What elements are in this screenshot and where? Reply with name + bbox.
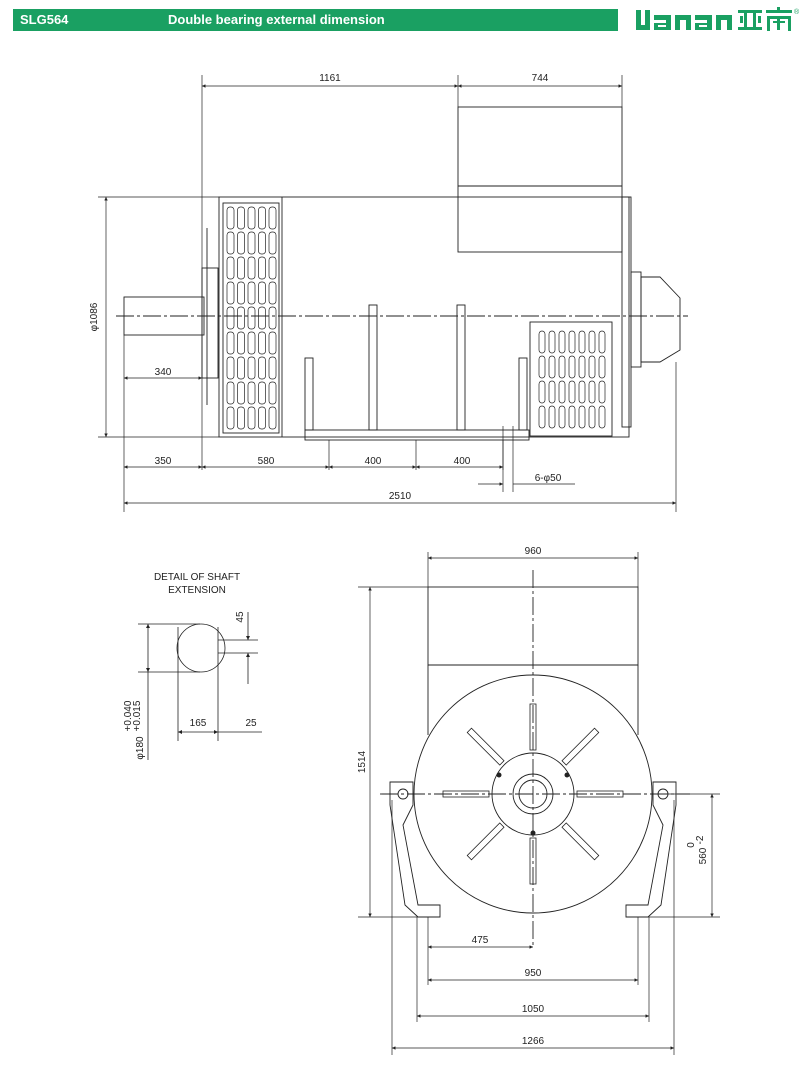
dim-475: 475 xyxy=(471,935,489,946)
dim-350: 350 xyxy=(154,456,172,467)
grille-slot xyxy=(569,381,575,403)
grille-slot xyxy=(579,381,585,403)
left-foot xyxy=(390,782,440,917)
grille-slot xyxy=(259,282,266,304)
grille-slot xyxy=(259,382,266,404)
dim-744: 744 xyxy=(531,73,549,84)
grille-slot xyxy=(559,381,565,403)
grille-slot xyxy=(269,357,276,379)
grille-slot xyxy=(269,282,276,304)
grille-slot xyxy=(559,406,565,428)
dim-mounting-holes: 6-φ50 xyxy=(534,473,562,484)
grille-slot xyxy=(248,207,255,229)
dim-960: 960 xyxy=(524,546,542,557)
grille-slot xyxy=(539,381,545,403)
grille-slot xyxy=(227,232,234,254)
terminal-box xyxy=(458,107,622,252)
grille-slot xyxy=(579,356,585,378)
grille-slot xyxy=(589,356,595,378)
grille-slot xyxy=(569,331,575,353)
grille-slots-right xyxy=(539,331,605,428)
grille-slot xyxy=(269,207,276,229)
grille-slot xyxy=(539,356,545,378)
grille-slot xyxy=(539,406,545,428)
dim-diameter-1086: φ1086 xyxy=(89,302,100,332)
grille-slot xyxy=(248,407,255,429)
spoke xyxy=(562,728,599,765)
dim-560: 560 xyxy=(698,847,709,865)
grille-slot xyxy=(248,332,255,354)
air-intake-grille xyxy=(223,203,279,433)
spoke xyxy=(562,823,599,860)
grille-slot xyxy=(227,357,234,379)
spoke xyxy=(467,728,504,765)
grille-slot xyxy=(238,382,245,404)
dim-25: 25 xyxy=(245,718,257,729)
shaft-detail xyxy=(123,572,262,760)
grille-slot xyxy=(579,406,585,428)
grille-slot xyxy=(248,357,255,379)
dim-165: 165 xyxy=(189,718,207,729)
grille-slot xyxy=(238,232,245,254)
grille-slot xyxy=(238,282,245,304)
grille-slot xyxy=(599,331,605,353)
grille-slot xyxy=(599,381,605,403)
dim-950: 950 xyxy=(524,968,542,979)
grille-slot xyxy=(539,331,545,353)
grille-slot xyxy=(599,356,605,378)
grille-slot xyxy=(248,257,255,279)
dim-1266: 1266 xyxy=(521,1036,545,1047)
grille-slot xyxy=(238,307,245,329)
grille-slot xyxy=(569,356,575,378)
grille-slots-left xyxy=(227,207,276,429)
grille-slot xyxy=(238,332,245,354)
tolerance-560-upper: 0 xyxy=(686,842,697,848)
shaft-detail-title-1: DETAIL OF SHAFT xyxy=(153,572,241,583)
dim-1161: 1161 xyxy=(319,73,341,84)
generator-frame xyxy=(219,197,629,437)
end-view xyxy=(380,570,690,945)
grille-slot xyxy=(227,307,234,329)
grille-slot xyxy=(227,407,234,429)
dim-2510: 2510 xyxy=(388,491,412,502)
grille-slot xyxy=(569,406,575,428)
shaft-detail-title-2: EXTENSION xyxy=(168,585,226,596)
grille-slot xyxy=(259,307,266,329)
grille-slot xyxy=(227,282,234,304)
grille-slot xyxy=(259,407,266,429)
grille-slot xyxy=(248,282,255,304)
grille-slot xyxy=(259,357,266,379)
registered-mark: ® xyxy=(794,9,800,16)
dim-diameter-180: φ180 xyxy=(135,736,146,760)
tolerance-lower: +0.015 xyxy=(132,700,143,732)
dim-340: 340 xyxy=(154,367,172,378)
grille-slot xyxy=(549,381,555,403)
grille-slot xyxy=(238,407,245,429)
grille-slot xyxy=(259,207,266,229)
tolerance-upper: +0.040 xyxy=(123,700,134,732)
grille-slot xyxy=(579,331,585,353)
right-foot xyxy=(626,782,676,917)
grille-slot xyxy=(227,257,234,279)
grille-slot xyxy=(559,331,565,353)
grille-slot xyxy=(589,331,595,353)
dim-45: 45 xyxy=(235,611,246,623)
spoke xyxy=(467,823,504,860)
grille-slot xyxy=(248,307,255,329)
grille-slot xyxy=(559,356,565,378)
dim-400-left: 400 xyxy=(364,456,382,467)
grille-slot xyxy=(259,257,266,279)
grille-slot xyxy=(599,406,605,428)
base-frame xyxy=(305,430,529,440)
grille-slot xyxy=(259,332,266,354)
grille-slot xyxy=(269,407,276,429)
grille-slot xyxy=(589,381,595,403)
grille-slot xyxy=(238,357,245,379)
grille-slot xyxy=(549,331,555,353)
grille-slot xyxy=(269,382,276,404)
grille-slot xyxy=(248,232,255,254)
grille-slot xyxy=(227,207,234,229)
grille-slot xyxy=(248,382,255,404)
grille-slot xyxy=(269,307,276,329)
page-title: Double bearing external dimension xyxy=(168,12,385,27)
dim-580: 580 xyxy=(257,456,275,467)
grille-slot xyxy=(589,406,595,428)
rear-bearing-cover xyxy=(641,277,680,362)
grille-slot xyxy=(238,207,245,229)
exhaust-grille xyxy=(530,322,612,436)
dim-400-right: 400 xyxy=(453,456,471,467)
grille-slot xyxy=(269,257,276,279)
dim-1050: 1050 xyxy=(521,1004,545,1015)
grille-slot xyxy=(269,332,276,354)
grille-slot xyxy=(549,406,555,428)
grille-slot xyxy=(227,332,234,354)
grille-slot xyxy=(227,382,234,404)
model-label: SLG564 xyxy=(20,12,69,27)
grille-slot xyxy=(238,257,245,279)
tolerance-560-lower: -2 xyxy=(695,835,706,845)
dim-1514: 1514 xyxy=(357,750,368,774)
grille-slot xyxy=(269,232,276,254)
grille-slot xyxy=(259,232,266,254)
grille-slot xyxy=(549,356,555,378)
